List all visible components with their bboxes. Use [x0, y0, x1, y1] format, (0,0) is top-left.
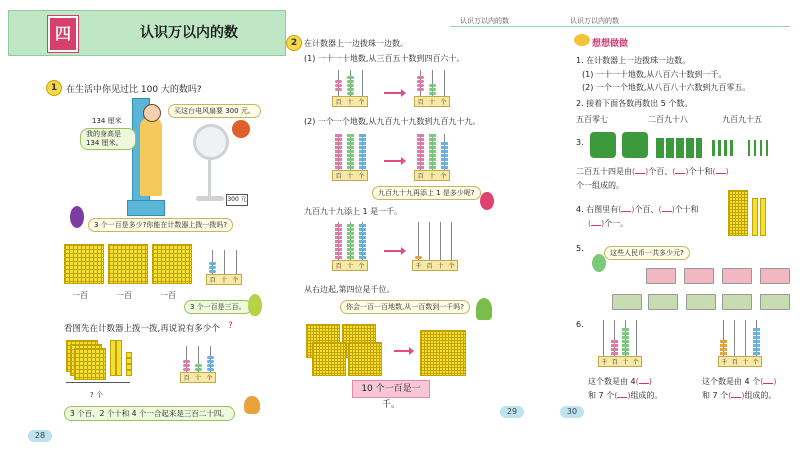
exercise-4-text-c: 个十和 — [674, 205, 699, 214]
exercise-1: 1. 在计数器上一边拨珠一边数。 — [576, 56, 691, 65]
bill-100-3 — [722, 268, 752, 284]
exercise-3-text-a: 二百五十四是由 — [576, 167, 632, 176]
abacus-mid-2b-label-hundreds: 百 — [417, 173, 424, 180]
abacus-left-1 — [206, 250, 242, 282]
hundred-label-3: 一百 — [160, 291, 176, 300]
question-2-text: 在计数器上一边拨珠一边数。 — [304, 39, 408, 48]
abacus-mid-1b-label-ones: 个 — [440, 99, 447, 106]
exercise-3-text-c: 个十和 — [688, 167, 713, 176]
radish-character — [480, 192, 494, 210]
eggplant-speech-bubble: 3 个一百是多少?你能在计数器上拨一拨吗? — [88, 218, 233, 232]
abacus-mid-2b-label-ones: 个 — [440, 173, 447, 180]
hundred-block-stack-3 — [74, 348, 106, 380]
exercise-2: 2. 接着下面各数再数出 5 个数。 — [576, 99, 693, 108]
exercise-3-number: 3. — [576, 138, 584, 147]
exercise-6-left-line-1: 这个数是由 4( ) — [588, 377, 652, 386]
fan-head — [193, 124, 229, 160]
exercise-1b: (2) 一个一个地数,从八百八十六数到九百零五。 — [582, 83, 751, 92]
exercise-4-ten-stick-2 — [760, 198, 766, 236]
hundreds-stack-d — [348, 342, 382, 376]
abacus-ex6-left — [598, 320, 642, 366]
exercise-4-text-a: 4. 右图里有 — [576, 205, 619, 214]
abacus-mid-1a-label-ones: 个 — [358, 99, 365, 106]
abacus-mid-1a-label-tens: 十 — [346, 99, 353, 106]
abacus-mid-3b-label-hundreds: 百 — [426, 263, 433, 270]
abacus-mid-2a-label-hundreds: 百 — [335, 173, 342, 180]
abacus-mid-1a-label-hundreds: 百 — [335, 99, 342, 106]
exercise-4-ten-stick-1 — [752, 198, 758, 236]
exercise-6-right-line-1: 这个数是由 4 个( ) — [702, 377, 777, 386]
one-cube-4 — [126, 370, 132, 376]
abacus-mid-3b-label-thousands: 千 — [415, 263, 422, 270]
abacus-label-ones: 个 — [232, 277, 239, 284]
bill-10-2 — [648, 294, 678, 310]
abacus-mid-2b — [414, 134, 450, 180]
fan-base — [196, 196, 224, 201]
abacus2-label-tens: 十 — [194, 375, 201, 382]
part-2-text: (2) 一个一个地数,从九百九十九数到九百九十九。 — [304, 117, 481, 126]
ex6-left-label-thousands: 千 — [601, 359, 608, 366]
abacus-ex6-right — [718, 320, 762, 366]
question-2-badge: 2 — [286, 35, 302, 51]
exercise-3-text: 二百五十四是由( )个百、( )个十和( ) — [576, 167, 729, 176]
ex6-right-label-hundreds: 百 — [731, 359, 738, 366]
bill-10-3 — [686, 294, 716, 310]
abacus-left-2 — [180, 346, 216, 382]
price-tag: 300 元 — [226, 194, 248, 206]
e6-left-a: 这个数是由 4 — [588, 377, 636, 386]
step-text: 九百九十九添上 1 是一千。 — [304, 207, 403, 216]
exercise-4-blank-1[interactable] — [621, 211, 631, 212]
exercise-5-speech: 这些人民币一共多少元? — [604, 246, 690, 260]
mushroom-character — [244, 396, 260, 414]
abacus-mid-1a — [332, 70, 368, 106]
task-text: 看图先在计数器上拨一拨,再说说有多少个 — [64, 324, 220, 334]
e6-left-b: 和 7 个 — [588, 391, 615, 400]
unit-title: 认识万以内的数 — [140, 25, 238, 41]
arrow-3 — [384, 250, 402, 252]
think-do-title: 想想做做 — [592, 39, 629, 49]
exercise-6-number: 6. — [576, 320, 584, 329]
abacus-mid-3b-label-tens: 十 — [437, 263, 444, 270]
abacus-mid-3a-label-hundreds: 百 — [335, 263, 342, 270]
e6-right-a: 这个数是由 4 个 — [702, 377, 761, 386]
ex6-right-label-tens: 十 — [742, 359, 749, 366]
fan-pole — [208, 158, 211, 196]
hundred-block-1 — [64, 244, 104, 284]
pear-speech-bubble: 3 个一百是三百。 — [184, 300, 252, 314]
e6-left-c: 组成的。 — [630, 391, 663, 400]
exercise-2-item-3: 九百九十五 — [722, 115, 762, 124]
mushroom-speech-bubble: 3 个百、2 个十和 4 个一合起来是三百二十四。 — [64, 406, 235, 421]
exercise-4-blank-3[interactable] — [591, 225, 601, 226]
bill-100-2 — [684, 268, 714, 284]
hundred-label-2: 一百 — [116, 291, 132, 300]
bill-10-5 — [760, 294, 790, 310]
height-scale-base — [127, 200, 165, 216]
arrow-4 — [394, 350, 410, 352]
abacus-mid-1b-label-tens: 十 — [428, 99, 435, 106]
exercise-3-blank-3[interactable] — [716, 173, 726, 174]
exercise-6-left-line-2: 和 7 个( )组成的。 — [588, 391, 663, 400]
hundred-block-3 — [152, 244, 192, 284]
green-ones — [748, 140, 770, 156]
e6-right-blank-2[interactable] — [731, 397, 741, 398]
bill-100-1 — [646, 268, 676, 284]
exercise-6-right-line-2: 和 7 个( )组成的。 — [702, 391, 777, 400]
abacus-mid-3a-label-ones: 个 — [358, 263, 365, 270]
abacus-mid-2b-label-tens: 十 — [428, 173, 435, 180]
e6-right-blank-1[interactable] — [763, 383, 773, 384]
exercise-4-line-2: ( )个一。 — [588, 219, 629, 228]
page-number-30: 30 — [560, 406, 584, 418]
quantity-label: ? 个 — [90, 391, 103, 399]
e6-right-b: 和 7 个 — [702, 391, 729, 400]
green-hundred-1 — [590, 132, 616, 158]
eggplant-character — [70, 206, 84, 228]
height-label: 134 厘米 — [92, 117, 122, 125]
e6-right-c: 组成的。 — [744, 391, 777, 400]
hundred-label-1: 一百 — [72, 291, 88, 300]
ex6-left-label-ones: 个 — [632, 359, 639, 366]
part-1-text: (1) 一十一十地数,从三百五十数到四百六十。 — [304, 54, 465, 63]
abacus-mid-3a — [332, 222, 368, 270]
page-number-28: 28 — [28, 430, 52, 442]
e6-left-blank-2[interactable] — [617, 397, 627, 398]
question-1-badge: 1 — [46, 80, 62, 96]
exercise-1a: (1) 一十一十地数,从八百六十数到一千。 — [582, 70, 727, 79]
bill-10-1 — [612, 294, 642, 310]
conclusion-box: 10 个一百是一千。 — [352, 380, 430, 398]
fan-speech-bubble: 买这台电风扇要 300 元。 — [168, 104, 261, 118]
bracket-line — [66, 382, 130, 383]
ex6-left-label-tens: 十 — [622, 359, 629, 366]
header-rule — [450, 26, 790, 27]
exercise-4-blank-2[interactable] — [662, 211, 672, 212]
frog-character — [592, 254, 606, 272]
thousands-place-text: 从右边起,第四位是千位。 — [304, 285, 395, 294]
question-bubble-1: 九百九十九再添上 1 是多少呢? — [372, 186, 481, 200]
hundreds-stack-c — [312, 342, 346, 376]
abacus-mid-3a-label-tens: 十 — [346, 263, 353, 270]
broccoli-character — [476, 298, 492, 320]
question-bubble-2: 你会一百一百地数,从一百数到一千吗? — [340, 300, 470, 314]
exercise-4-text-d: 个一。 — [604, 219, 629, 228]
exercise-2-item-1: 五百零七 — [576, 115, 608, 124]
girl-head — [143, 104, 161, 122]
abacus-mid-2a — [332, 134, 368, 180]
thousand-cube — [420, 330, 466, 376]
abacus-label-hundreds: 百 — [209, 277, 216, 284]
abacus-label-tens: 十 — [220, 277, 227, 284]
abacus-mid-2a-label-ones: 个 — [358, 173, 365, 180]
exercise-5-number: 5. — [576, 244, 584, 253]
ex6-right-label-ones: 个 — [752, 359, 759, 366]
ex6-left-label-hundreds: 百 — [611, 359, 618, 366]
abacus-mid-2a-label-tens: 十 — [346, 173, 353, 180]
think-do-icon — [574, 34, 590, 46]
e6-left-blank-1[interactable] — [639, 383, 649, 384]
exercise-2-item-2: 二百九十八 — [648, 115, 688, 124]
bill-100-4 — [760, 268, 790, 284]
exercise-3-text-b: 个百、 — [648, 167, 673, 176]
abacus2-label-hundreds: 百 — [183, 375, 190, 382]
exercise-3-blank-1[interactable] — [635, 173, 645, 174]
question-1-text: 在生活中你见过比 100 大的数吗? — [66, 85, 202, 95]
exercise-3-text-d: 个一组成的。 — [576, 181, 624, 190]
green-hundred-2 — [622, 132, 648, 158]
girl-figure — [140, 118, 162, 196]
green-tens-2 — [712, 140, 734, 156]
abacus-mid-3b — [412, 222, 458, 270]
running-header-left: 认识万以内的数 — [460, 17, 509, 25]
abacus2-label-ones: 个 — [206, 375, 213, 382]
green-tens — [656, 138, 702, 158]
pear-character — [248, 294, 262, 316]
abacus-mid-3b-label-ones: 个 — [448, 263, 455, 270]
exercise-4-text-b: 个百、 — [634, 205, 659, 214]
abacus-mid-1b-label-hundreds: 百 — [417, 99, 424, 106]
hundred-block-2 — [108, 244, 148, 284]
arrow-2 — [384, 160, 402, 162]
ex6-right-label-thousands: 千 — [721, 359, 728, 366]
strawberry-character — [232, 120, 250, 138]
exercise-3-blank-2[interactable] — [675, 173, 685, 174]
abacus-mid-1b — [414, 70, 450, 106]
task-question-mark: ? — [228, 321, 233, 331]
bill-10-4 — [722, 294, 752, 310]
unit-number-badge: 四 — [48, 16, 78, 52]
running-header-right: 认识万以内的数 — [570, 17, 619, 25]
girl-speech-bubble: 我的身高是 134 厘米。 — [80, 128, 136, 150]
ten-stick-2 — [116, 340, 122, 376]
exercise-4-text: 4. 右图里有( )个百、( )个十和 — [576, 205, 699, 214]
exercise-4-blocks — [728, 190, 748, 236]
page-number-29: 29 — [500, 406, 524, 418]
arrow-1 — [384, 92, 402, 94]
